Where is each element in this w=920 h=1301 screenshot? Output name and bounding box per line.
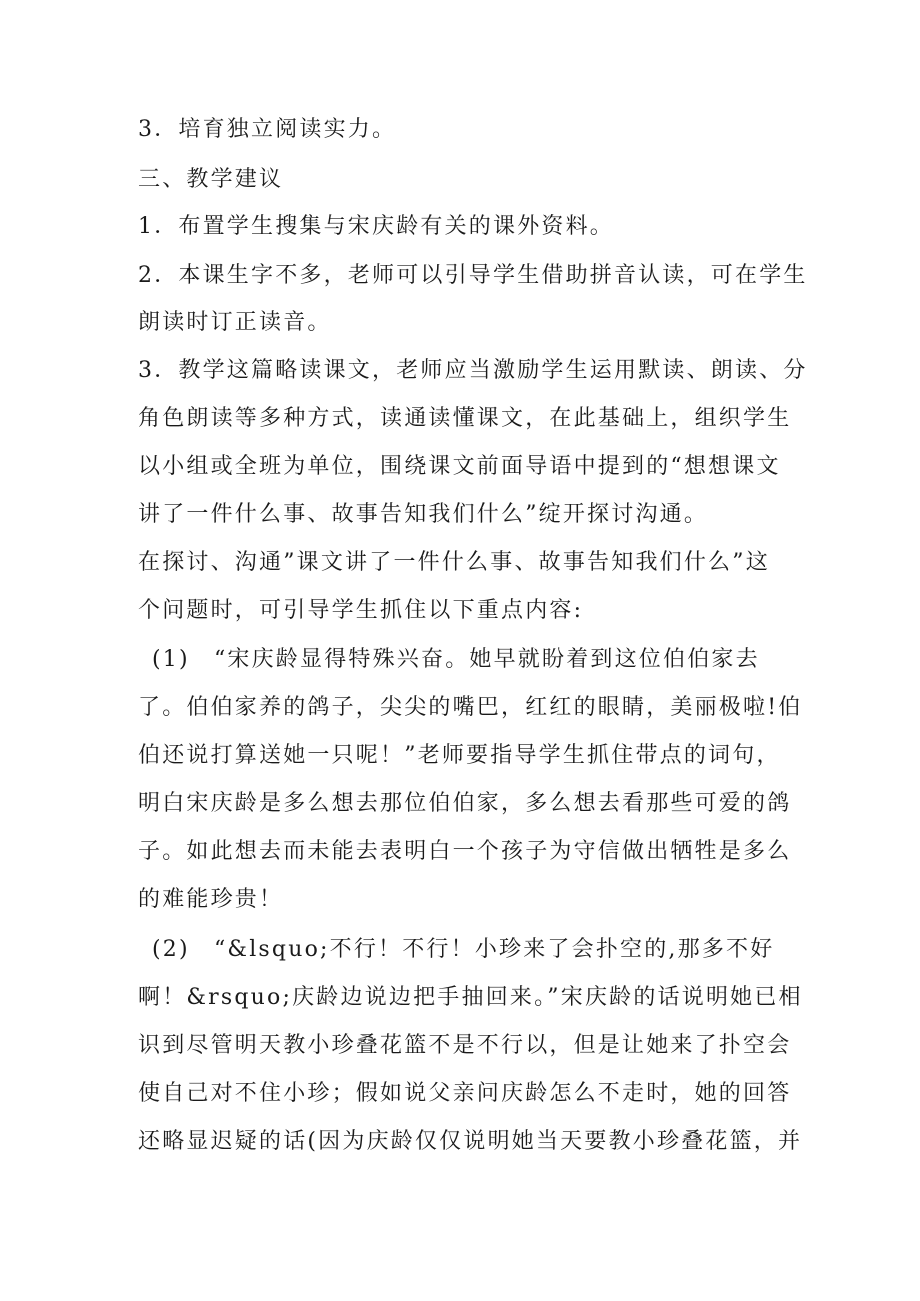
text-line: 3．教学这篇略读课文，老师应当激励学生运用默读、朗读、分 <box>138 358 808 383</box>
text-line: 识到尽管明天教小珍叠花篮不是不行以，但是让她来了扑空会 <box>138 1033 792 1058</box>
text-line: 角色朗读等多种方式，读通读懂课文，在此基础上，组织学生 <box>138 406 792 431</box>
text-line: 1．布置学生搜集与宋庆龄有关的课外资料。 <box>138 214 614 239</box>
text-line: 明白宋庆龄是多么想去那位伯伯家，多么想去看那些可爱的鸽 <box>138 791 792 816</box>
text-line: 啊！&rsquo;庆龄边说边把手抽回来。”宋庆龄的话说明她已相 <box>138 985 803 1010</box>
text-line: (1) “宋庆龄显得特殊兴奋。她早就盼着到这位伯伯家去 <box>152 647 760 672</box>
text-line: 伯还说打算送她一只呢！”老师要指导学生抓住带点的词句， <box>138 743 781 768</box>
text-line: 以小组或全班为单位，围绕课文前面导语中提到的“想想课文 <box>138 454 781 479</box>
text-line: 使自己对不住小珍；假如说父亲问庆龄怎么不走时，她的回答 <box>138 1081 792 1106</box>
text-line: 3．培育独立阅读实力。 <box>138 117 397 142</box>
text-line: 在探讨、沟通”课文讲了一件什么事、故事告知我们什么”这 <box>138 550 770 575</box>
text-line: 讲了一件什么事、故事告知我们什么”绽开探讨沟通。 <box>138 502 709 527</box>
section-heading: 三、教学建议 <box>138 167 284 192</box>
text-line: 还略显迟疑的话(因为庆龄仅仅说明她当天要教小珍叠花篮，并 <box>138 1129 803 1154</box>
text-line: 2．本课生字不多，老师可以引导学生借助拼音认读，可在学生 <box>138 263 808 288</box>
text-line: 子。如此想去而未能去表明白一个孩子为守信做出牺牲是多么 <box>138 839 792 864</box>
text-line: 个问题时，可引导学生抓住以下重点内容: <box>138 598 584 623</box>
text-line: 了。伯伯家养的鸽子，尖尖的嘴巴，红红的眼睛，美丽极啦!伯 <box>138 695 803 720</box>
text-line: (2) “&lsquo;不行！不行！小珍来了会扑空的,那多不好 <box>152 937 775 962</box>
text-line: 的难能珍贵！ <box>138 887 284 912</box>
text-line: 朗读时订正读音。 <box>138 310 332 335</box>
